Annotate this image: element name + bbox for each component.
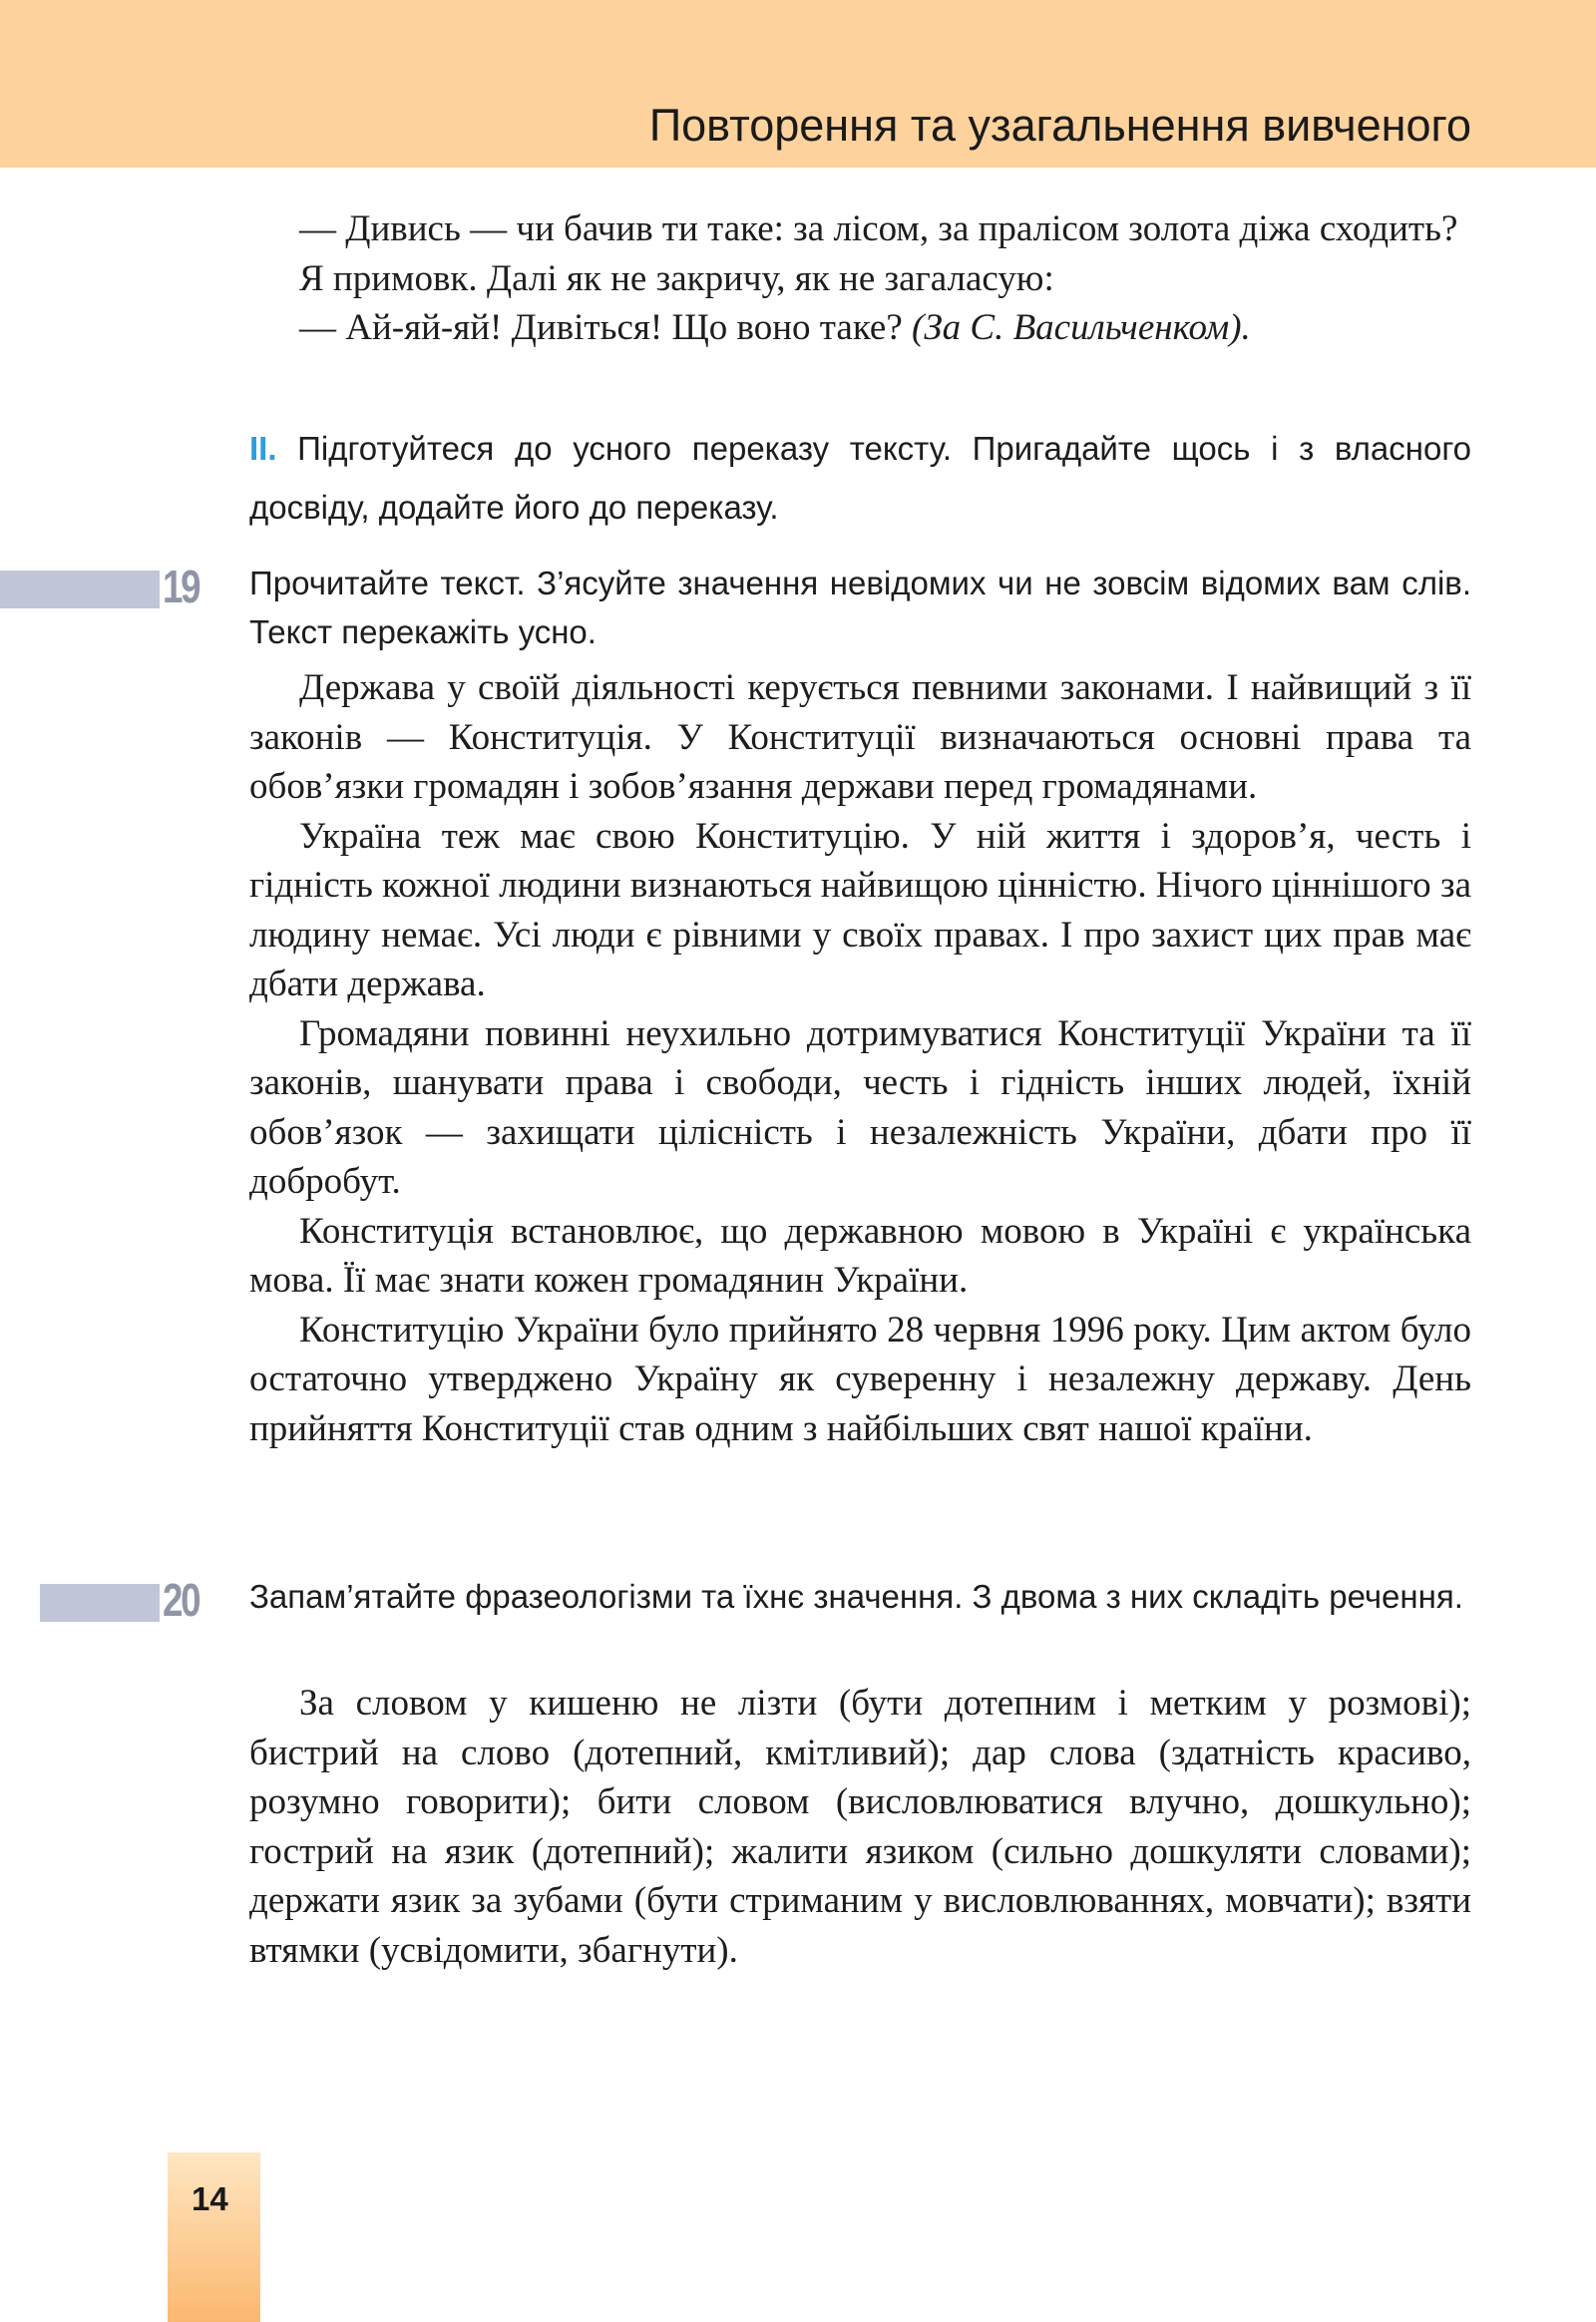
page-header [0, 0, 1596, 168]
exercise-20-text [249, 1679, 1471, 1975]
excerpt-block [249, 204, 1471, 353]
exercise-20 [249, 1574, 1471, 1620]
roman-numeral: II. [249, 430, 277, 467]
exercise-19-instruction: Прочитайте текст. З’ясуйте значення невідомих чи не зовсім відомих вам слів. Текст перекажіть усно. [249, 565, 1471, 650]
excerpt-source: (За С. Васильченком). [912, 307, 1251, 348]
ex19-paragraph-1: Держава у своїй діяльності керується певними законами. І найвищий з її законів — Конституція. У Конституції визначаються основні права та обов’язки громадян і зобов’язання держави перед громадянами. [249, 667, 1471, 807]
exercise-20-marker-bar [40, 1584, 160, 1622]
ex19-paragraph-5: Конституцію України було прийнято 28 червня 1996 року. Цим актом було остаточно утверджено Україну як суверенну і незалежну державу. День прийняття Конституції став одним з найбільших свят нашої країни. [249, 1309, 1471, 1449]
task-ii-text [249, 419, 1471, 537]
ex19-paragraph-3: Громадяни повинні неухильно дотримуватися Конституції України та її законів, шанувати права і свободи, честь і гідність інших людей, їхній обов’язок — захищати цілісність і незалежність України, дбати про її добробут. [249, 1012, 1471, 1202]
excerpt-line-3 [249, 303, 1471, 353]
page-tab [168, 2152, 260, 2322]
ex19-paragraph-2: Україна теж має свою Конституцію. У ній життя і здоров’я, честь і гідність кожної людини визнаються найвищою цінністю. Нічого ціннішого за людину немає. Усі люди є рівними у своїх правах. І про захист цих прав має дбати держава. [249, 815, 1471, 1004]
page-number: 14 [192, 2180, 228, 2217]
exercise-19-marker-bar [0, 571, 160, 608]
chapter-title: Повторення та узагальнення вивченого [648, 100, 1471, 151]
exercise-19-number: 19 [163, 561, 200, 612]
exercise-19-text [249, 663, 1471, 1453]
excerpt-line-1: — Дивись — чи бачив ти таке: за лісом, за пралісом золота діжа сходить? [299, 208, 1458, 249]
exercise-19 [249, 559, 1471, 656]
task-ii [249, 419, 1471, 537]
exercise-20-number: 20 [163, 1574, 200, 1626]
task-ii-instruction: Підготуйтеся до усного переказу тексту. Пригадайте щось і з власного досвіду, додайте його до переказу. [249, 430, 1471, 526]
ex20-phraseologisms: За словом у кишеню не лізти (бути дотепним і метким у розмові); бистрий на слово (дотепний, кмітливий); дар слова (здатність красиво, розумно говорити); бити словом (висловлюватися влучно, дошкульно); гострий на язик (дотепний); жалити язиком (сильно дошкуляти словами); держати язик за зубами (бути стриманим у висловлюваннях, мовчати); взяти втямки (усвідомити, збагнути). [249, 1683, 1471, 1971]
ex19-paragraph-4: Конституція встановлює, що державною мовою в Україні є українська мова. Її має знати кожен громадянин України. [249, 1210, 1471, 1301]
exercise-20-instruction: Запам’ятайте фразеологізми та їхнє значення. З двома з них складіть речення. [249, 1578, 1463, 1615]
excerpt-line-2: Я примовк. Далі як не закричу, як не загаласую: [299, 257, 1054, 299]
excerpt-line-3-text: — Ай-яй-яй! Дивіться! Що воно таке? [299, 307, 913, 348]
